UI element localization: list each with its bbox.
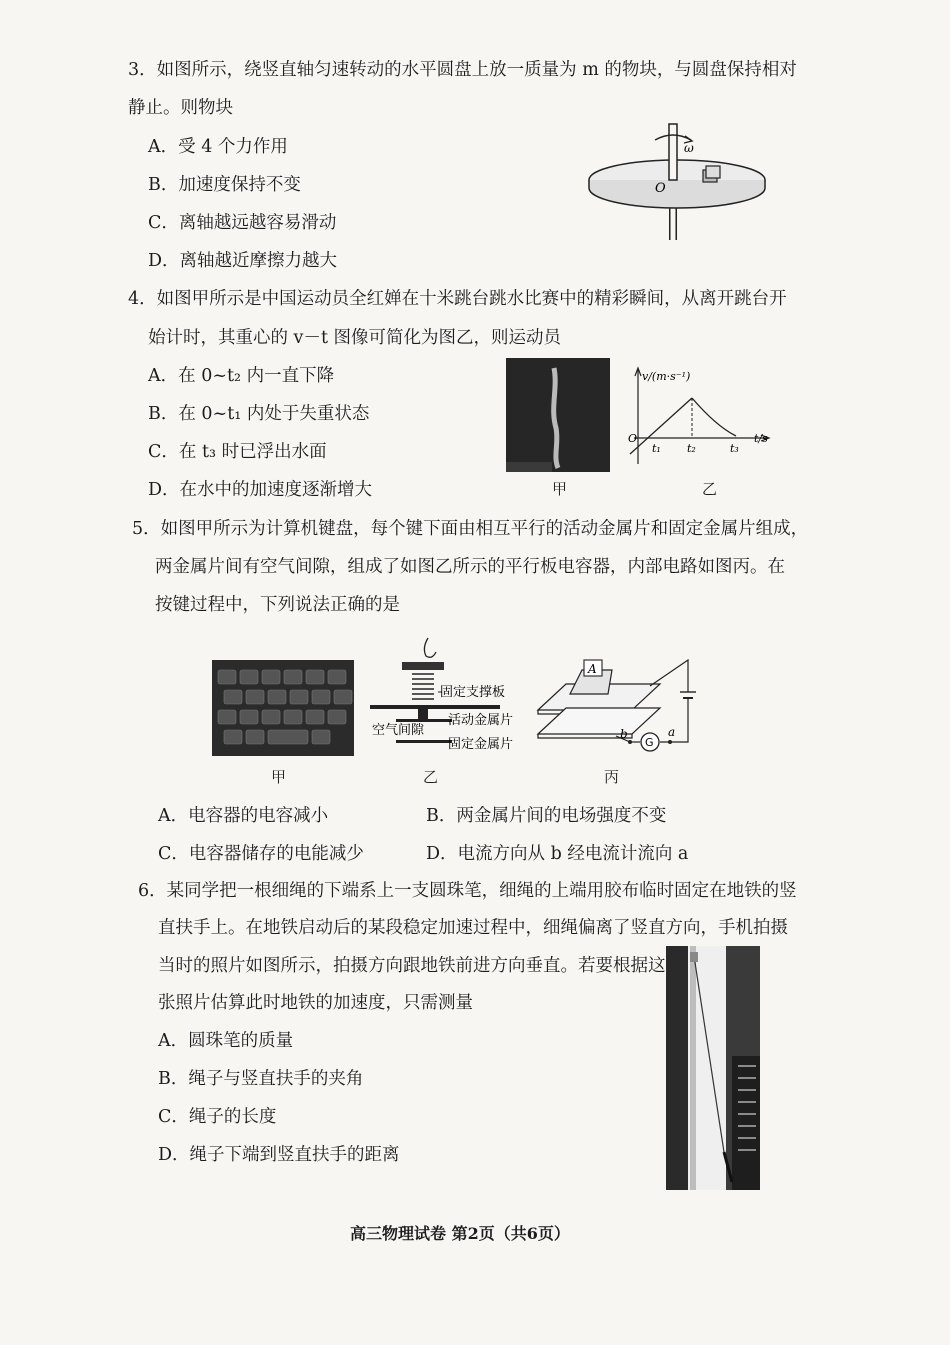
q5-option-c: C．电容器储存的电能减少 bbox=[158, 844, 364, 864]
q6-option-d: D．绳子下端到竖直扶手的距离 bbox=[158, 1145, 400, 1165]
q4-option-a: A．在 0~t₂ 内一直下降 bbox=[148, 366, 335, 386]
page-footer: 高三物理试卷 第2页（共6页） bbox=[350, 1224, 570, 1243]
q5-option-b: B．两金属片间的电场强度不变 bbox=[426, 806, 667, 826]
q6-stem-line3: 当时的照片如图所示，拍摄方向跟地铁前进方向垂直。若要根据这 bbox=[158, 956, 666, 976]
q6-stem-line4: 张照片估算此时地铁的加速度，只需测量 bbox=[158, 993, 473, 1013]
q4-option-b: B．在 0~t₁ 内处于失重状态 bbox=[148, 404, 370, 424]
key-a-label: A bbox=[588, 662, 597, 676]
q5-caption-b: 乙 bbox=[423, 768, 439, 786]
q6-stem-line1: 6．某同学把一根细绳的下端系上一支圆珠笔，细绳的上端用胶布临时固定在地铁的竖 bbox=[138, 881, 797, 901]
circuit-figure bbox=[530, 650, 700, 760]
fixed-plate-label: 固定金属片 bbox=[448, 737, 514, 752]
q4-stem-line1: 4．如图甲所示是中国运动员全红婵在十米跳台跳水比赛中的精彩瞬间，从离开跳台开 bbox=[128, 289, 787, 309]
rotating-disk-figure bbox=[585, 118, 775, 248]
t1-label: t₁ bbox=[652, 442, 661, 455]
graph-origin: O bbox=[628, 432, 638, 445]
diver-photo bbox=[506, 358, 610, 472]
q5-caption-c: 丙 bbox=[604, 768, 620, 786]
terminal-b-label: b bbox=[620, 727, 628, 741]
air-gap-label: 空气间隙 bbox=[372, 723, 425, 738]
movable-plate-label: 活动金属片 bbox=[448, 713, 514, 728]
t2-label: t₂ bbox=[687, 442, 696, 455]
q6-option-b: B．绳子与竖直扶手的夹角 bbox=[158, 1069, 364, 1089]
q4-option-c: C．在 t₃ 时已浮出水面 bbox=[148, 442, 327, 462]
keyboard-photo bbox=[212, 660, 354, 756]
q6-stem-line2: 直扶手上。在地铁启动后的某段稳定加速过程中，细绳偏离了竖直方向，手机拍摄 bbox=[158, 918, 788, 938]
t3-label: t₃ bbox=[730, 442, 739, 455]
terminal-a-label: a bbox=[668, 725, 676, 739]
galvanometer-label: G bbox=[645, 736, 654, 749]
q3-option-d: D．离轴越近摩擦力越大 bbox=[148, 251, 338, 271]
key-capacitor-figure bbox=[366, 630, 526, 760]
q5-stem-line1: 5．如图甲所示为计算机键盘，每个键下面由相互平行的活动金属片和固定金属片组成， bbox=[132, 519, 809, 539]
omega-label: ω bbox=[684, 141, 694, 155]
q5-option-a: A．电容器的电容减小 bbox=[158, 806, 329, 826]
q4-option-d: D．在水中的加速度逐渐增大 bbox=[148, 480, 373, 500]
q5-option-d: D．电流方向从 b 经电流计流向 a bbox=[426, 844, 689, 864]
vt-graph bbox=[624, 364, 774, 468]
v-axis-label: v/(m·s⁻¹) bbox=[642, 370, 691, 383]
q6-option-c: C．绳子的长度 bbox=[158, 1107, 277, 1127]
q3-option-b: B．加速度保持不变 bbox=[148, 175, 301, 195]
q4-caption-a: 甲 bbox=[552, 480, 568, 498]
origin-label: O bbox=[655, 181, 666, 196]
q3-stem-line1: 3．如图所示，绕竖直轴匀速转动的水平圆盘上放一质量为 m 的物块，与圆盘保持相对 bbox=[128, 60, 797, 80]
q3-option-c: C．离轴越远越容易滑动 bbox=[148, 213, 337, 233]
q3-stem-line2: 静止。则物块 bbox=[128, 98, 233, 118]
subway-pendulum-photo bbox=[666, 946, 760, 1190]
q3-option-a: A．受 4 个力作用 bbox=[148, 137, 288, 157]
support-plate-label: 固定支撑板 bbox=[440, 685, 506, 700]
q4-caption-b: 乙 bbox=[702, 480, 718, 498]
q4-stem-line2: 始计时，其重心的 v－t 图像可简化为图乙，则运动员 bbox=[148, 328, 562, 348]
q5-caption-a: 甲 bbox=[271, 768, 287, 786]
q6-option-a: A．圆珠笔的质量 bbox=[158, 1031, 294, 1051]
q5-stem-line3: 按键过程中，下列说法正确的是 bbox=[155, 595, 400, 615]
q5-stem-line2: 两金属片间有空气间隙，组成了如图乙所示的平行板电容器，内部电路如图丙。在 bbox=[155, 557, 785, 577]
t-axis-label: t/s bbox=[754, 432, 768, 445]
